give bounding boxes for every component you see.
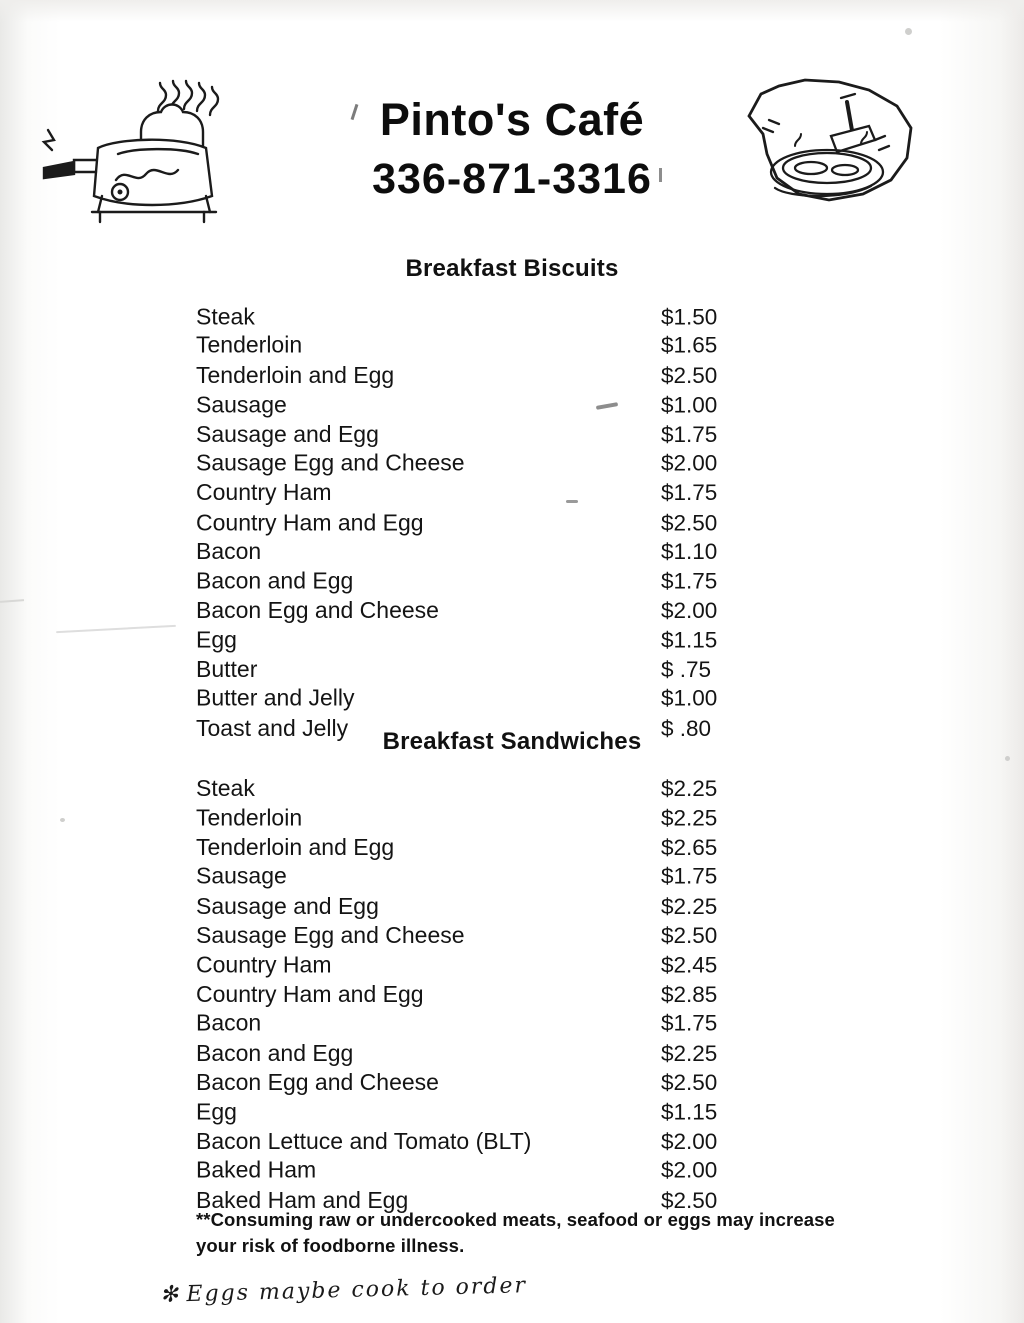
menu-header <box>0 96 1024 204</box>
menu-item-row <box>196 566 781 595</box>
menu-item-row <box>196 391 781 420</box>
menu-item-name: Baked Ham <box>196 1156 317 1183</box>
menu-item-name: Sausage and Egg <box>196 892 379 919</box>
menu-item-price: $2.65 <box>661 834 718 860</box>
menu-item-row <box>196 508 781 537</box>
menu-item-price: $1.00 <box>661 685 718 711</box>
menu-item-price: $2.00 <box>661 598 718 624</box>
section-heading-biscuits <box>0 255 1024 283</box>
menu-list-breakfast-sandwiches <box>196 774 781 1215</box>
menu-item-row <box>196 420 781 449</box>
menu-item-price: $2.00 <box>661 450 718 476</box>
menu-item-name: Toast and Jelly <box>196 714 349 741</box>
scan-edge-artifact <box>0 0 1024 22</box>
menu-item-row <box>196 537 781 566</box>
menu-item-price: $1.75 <box>661 421 718 447</box>
menu-item-row <box>196 1156 781 1185</box>
menu-item-price: $1.50 <box>661 304 718 330</box>
menu-item-price: $1.65 <box>661 332 718 358</box>
menu-item-price: $1.15 <box>661 627 718 653</box>
menu-item-name: Tenderloin <box>196 331 303 358</box>
menu-item-price: $2.25 <box>661 805 718 831</box>
menu-item-row <box>196 1009 781 1038</box>
menu-item-name: Steak <box>196 775 255 801</box>
menu-item-name: Tenderloin and Egg <box>196 361 395 388</box>
menu-item-price: $1.75 <box>661 480 718 506</box>
menu-item-row <box>196 1068 781 1097</box>
menu-item-price: $2.85 <box>661 981 718 1007</box>
menu-item-row <box>196 1127 781 1156</box>
section-title: Breakfast Sandwiches <box>382 728 642 755</box>
scan-speck <box>60 818 65 822</box>
menu-item-name: Bacon Egg and Cheese <box>196 1069 439 1096</box>
menu-item-name: Country Ham <box>196 951 332 978</box>
menu-item-row <box>196 303 781 332</box>
section-heading-sandwiches <box>0 728 1024 756</box>
menu-item-row <box>196 774 781 803</box>
section-title: Breakfast Biscuits <box>405 255 619 282</box>
menu-item-name: Bacon and Egg <box>196 567 354 594</box>
menu-item-name: Baked Ham and Egg <box>196 1186 409 1213</box>
menu-item-row <box>196 833 781 862</box>
menu-list-breakfast-biscuits <box>196 302 781 743</box>
menu-item-row <box>196 331 781 360</box>
menu-item-price: $2.25 <box>661 893 718 919</box>
menu-item-name: Bacon <box>196 538 262 565</box>
scan-smudge <box>0 599 24 603</box>
menu-item-price: $ .80 <box>661 715 712 741</box>
menu-item-price: $2.00 <box>661 1157 718 1183</box>
menu-item-name: Sausage <box>196 862 287 889</box>
menu-item-price: $2.50 <box>661 510 718 536</box>
menu-item-price: $1.75 <box>661 863 718 889</box>
menu-item-row <box>196 921 781 950</box>
menu-item-name: Bacon <box>196 1009 262 1036</box>
menu-item-name: Country Ham <box>196 479 332 506</box>
menu-item-name: Sausage Egg and Cheese <box>196 922 465 949</box>
menu-item-row <box>196 862 781 891</box>
menu-item-name: Country Ham and Egg <box>196 980 424 1007</box>
menu-item-row <box>196 951 781 980</box>
menu-item-name: Sausage Egg and Cheese <box>196 449 465 476</box>
menu-item-name: Tenderloin and Egg <box>196 833 395 860</box>
menu-item-name: Sausage <box>196 391 287 418</box>
menu-item-row <box>196 980 781 1009</box>
menu-item-row <box>196 1039 781 1068</box>
menu-item-price: $1.15 <box>661 1099 718 1125</box>
restaurant-name: Pinto's Café <box>379 94 645 145</box>
menu-item-price: $1.00 <box>661 392 718 418</box>
menu-item-price: $1.10 <box>661 539 718 565</box>
menu-item-row <box>196 449 781 478</box>
menu-item-name: Butter <box>196 655 258 682</box>
menu-item-price: $1.75 <box>661 1010 718 1036</box>
menu-item-row <box>196 596 781 625</box>
phone-number: 336-871-3316 <box>372 155 652 204</box>
menu-item-row <box>196 626 781 655</box>
menu-item-name: Butter and Jelly <box>196 684 355 711</box>
menu-item-row <box>196 361 781 390</box>
menu-item-price: $ .75 <box>661 656 712 682</box>
menu-item-price: $2.25 <box>661 1040 718 1066</box>
menu-item-name: Sausage and Egg <box>196 420 379 447</box>
menu-item-price: $1.75 <box>661 568 718 594</box>
scan-speck <box>905 28 912 35</box>
menu-item-row <box>196 892 781 921</box>
menu-item-row <box>196 478 781 507</box>
menu-item-name: Bacon Egg and Cheese <box>196 597 439 624</box>
menu-item-price: $2.50 <box>661 1070 718 1096</box>
menu-item-price: $2.25 <box>661 776 718 801</box>
menu-item-name: Bacon and Egg <box>196 1039 354 1066</box>
menu-item-name: Bacon Lettuce and Tomato (BLT) <box>196 1127 532 1154</box>
menu-item-name: Egg <box>196 626 237 653</box>
handwritten-note-text: Eggs maybe cook to order <box>186 1273 528 1308</box>
asterisk-mark: ✻ <box>158 1281 183 1310</box>
scan-speck <box>1005 756 1010 761</box>
menu-item-name: Egg <box>196 1098 237 1125</box>
menu-item-name: Country Ham and Egg <box>196 509 424 536</box>
food-safety-disclaimer: **Consuming raw or undercooked meats, seafood or eggs may increase your risk of foodborne illness. <box>196 1209 835 1256</box>
menu-item-row <box>196 804 781 833</box>
menu-item-price: $2.45 <box>661 952 718 978</box>
menu-item-price: $2.50 <box>661 1187 718 1213</box>
scan-smudge <box>56 625 176 633</box>
menu-item-price: $2.50 <box>661 362 718 388</box>
menu-item-row <box>196 684 781 713</box>
menu-item-row <box>196 1098 781 1127</box>
menu-item-name: Tenderloin <box>196 804 303 831</box>
menu-item-price: $2.00 <box>661 1128 718 1154</box>
menu-item-name: Steak <box>196 303 255 330</box>
menu-item-price: $2.50 <box>661 923 718 949</box>
menu-item-row <box>196 655 781 684</box>
